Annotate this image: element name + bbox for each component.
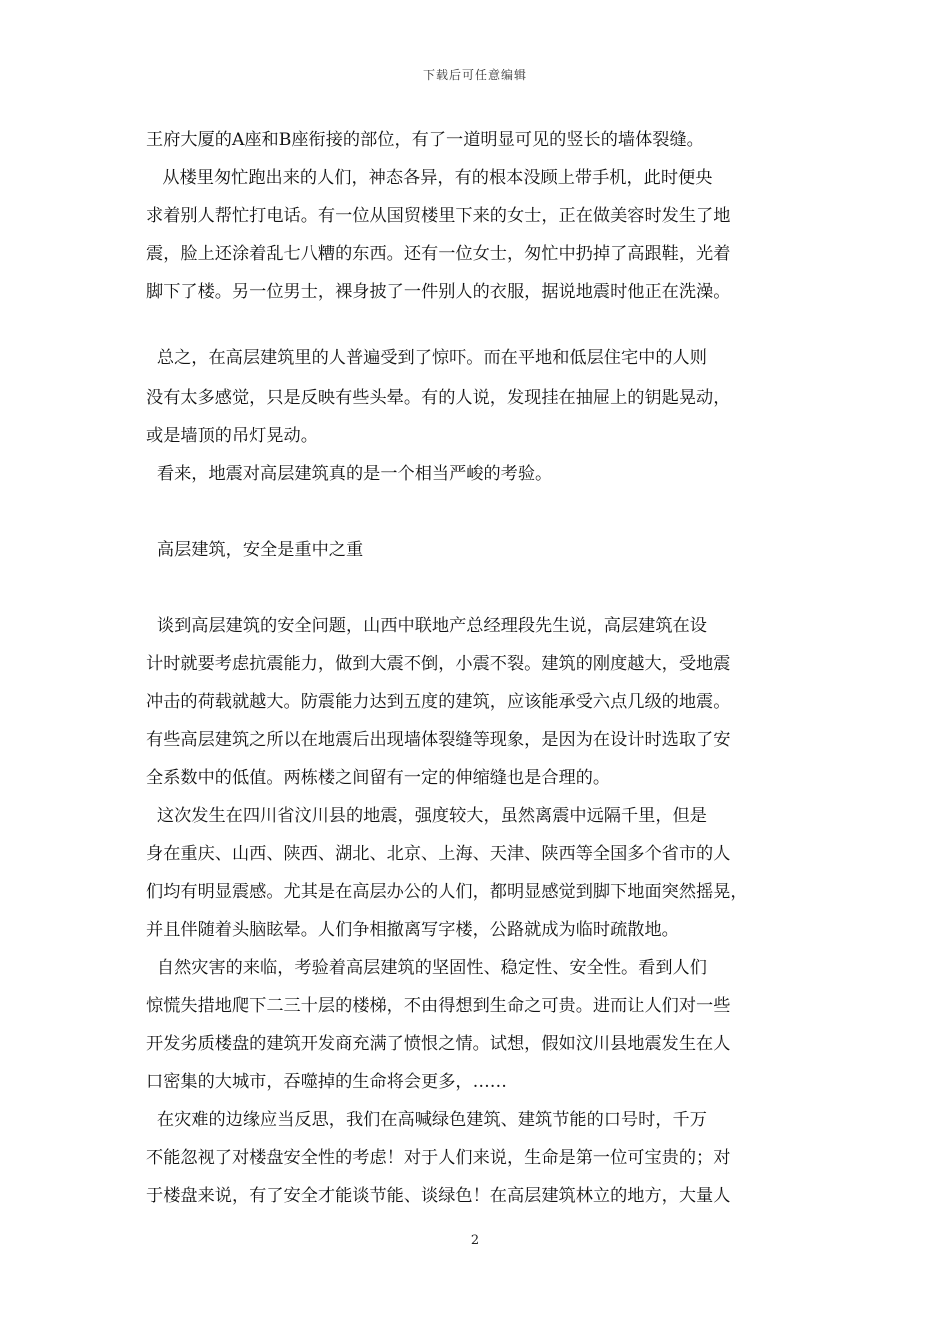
section-heading: 高层建筑，安全是重中之重 (146, 540, 364, 560)
text-line: 没有太多感觉，只是反映有些头晕。有的人说，发现挂在抽屉上的钥匙晃动， (146, 388, 731, 408)
text-line: 从楼里匆忙跑出来的人们，神态各异，有的根本没顾上带手机，此时便央 (146, 168, 713, 188)
text-line: 口密集的大城市，吞噬掉的生命将会更多，…… (146, 1072, 507, 1092)
text-line: 看来，地震对高层建筑真的是一个相当严峻的考验。 (146, 464, 553, 484)
text-line: 冲击的荷载就越大。防震能力达到五度的建筑，应该能承受六点几级的地震。 (146, 692, 731, 712)
text-line: 震，脸上还涂着乱七八糟的东西。还有一位女士，匆忙中扔掉了高跟鞋，光着 (146, 244, 731, 264)
text-line: 这次发生在四川省汶川县的地震，强度较大，虽然离震中远隔千里，但是 (146, 806, 707, 826)
text-line: 谈到高层建筑的安全问题，山西中联地产总经理段先生说，高层建筑在设 (146, 616, 707, 636)
text-line: 计时就要考虑抗震能力，做到大震不倒，小震不裂。建筑的刚度越大，受地震 (146, 654, 731, 674)
text-line: 王府大厦的A座和B座衔接的部位，有了一道明显可见的竖长的墙体裂缝。 (146, 130, 704, 150)
text-line: 全系数中的低值。两栋楼之间留有一定的伸缩缝也是合理的。 (146, 768, 611, 788)
text-line: 在灾难的边缘应当反思，我们在高喊绿色建筑、建筑节能的口号时，千万 (146, 1110, 707, 1130)
page-header: 下载后可任意编辑 (422, 68, 527, 82)
text-line: 或是墙顶的吊灯晃动。 (146, 426, 318, 446)
text-line: 不能忽视了对楼盘安全性的考虑！对于人们来说，生命是第一位可宝贵的；对 (146, 1148, 731, 1168)
text-line: 并且伴随着头脑眩晕。人们争相撤离写字楼，公路就成为临时疏散地。 (146, 920, 679, 940)
text-line: 们均有明显震感。尤其是在高层办公的人们，都明显感觉到脚下地面突然摇晃， (146, 882, 748, 902)
page-number: 2 (470, 1233, 480, 1248)
text-line: 于楼盘来说，有了安全才能谈节能、谈绿色！在高层建筑林立的地方，大量人 (146, 1186, 731, 1206)
text-line: 身在重庆、山西、陕西、湖北、北京、上海、天津、陕西等全国多个省市的人 (146, 844, 731, 864)
text-line: 自然灾害的来临，考验着高层建筑的坚固性、稳定性、安全性。看到人们 (146, 958, 707, 978)
text-line: 开发劣质楼盘的建筑开发商充满了愤恨之情。试想，假如汶川县地震发生在人 (146, 1034, 731, 1054)
text-line: 惊慌失措地爬下二三十层的楼梯，不由得想到生命之可贵。进而让人们对一些 (146, 996, 731, 1016)
text-line: 脚下了楼。另一位男士，裸身披了一件别人的衣服，据说地震时他正在洗澡。 (146, 282, 731, 302)
text-line: 有些高层建筑之所以在地震后出现墙体裂缝等现象，是因为在设计时选取了安 (146, 730, 731, 750)
text-line: 求着别人帮忙打电话。有一位从国贸楼里下来的女士，正在做美容时发生了地 (146, 206, 731, 226)
text-line: 总之，在高层建筑里的人普遍受到了惊吓。而在平地和低层住宅中的人则 (146, 348, 707, 368)
